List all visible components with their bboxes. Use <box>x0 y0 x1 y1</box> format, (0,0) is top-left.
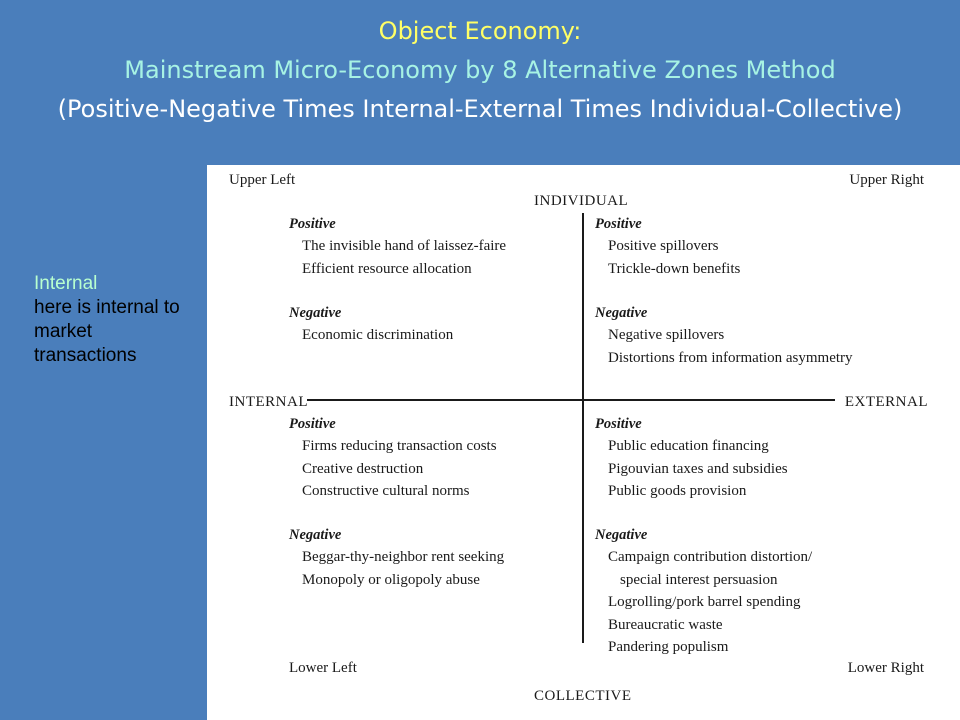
list-item: The invisible hand of laissez-faire <box>302 238 507 254</box>
ul-positive-heading: Positive <box>289 216 336 232</box>
ul-negative-heading: Negative <box>289 305 342 321</box>
horizontal-axis-line <box>307 399 835 401</box>
ll-positive-heading: Positive <box>289 416 336 432</box>
ul-positive-list <box>289 235 506 280</box>
list-item: Campaign contribution distortion/ <box>608 549 813 565</box>
list-item: Firms reducing transaction costs <box>302 438 497 454</box>
list-item: Efficient resource allocation <box>302 260 472 277</box>
ur-positive-heading: Positive <box>595 216 642 232</box>
slide-title: Object Economy: <box>378 17 582 45</box>
list-item: Public education financing <box>608 438 769 454</box>
side-note <box>34 272 184 368</box>
list-item: special interest persuasion <box>620 571 778 588</box>
list-item: Pigouvian taxes and subsidies <box>608 460 788 477</box>
ur-negative-heading: Negative <box>595 305 648 321</box>
lr-negative-heading: Negative <box>595 527 648 543</box>
list-item: Economic discrimination <box>302 327 454 343</box>
axis-label-external: EXTERNAL <box>844 394 928 410</box>
lr-negative-list <box>595 546 812 659</box>
corner-upper-left: Upper Left <box>229 172 296 188</box>
ll-positive-list <box>289 435 497 503</box>
lr-positive-list <box>595 435 788 503</box>
list-item: Trickle-down benefits <box>608 260 741 277</box>
side-note-text: here is internal to market transactions <box>34 297 180 366</box>
axis-label-internal: INTERNAL <box>229 394 308 410</box>
axis-label-collective: COLLECTIVE <box>534 688 632 704</box>
ur-negative-list <box>595 324 853 369</box>
quadrant-diagram <box>207 165 960 720</box>
slide-subtitle-parenthetical: (Positive-Negative Times Internal-External Times Individual-Collective) <box>57 95 903 123</box>
list-item: Positive spillovers <box>608 238 719 254</box>
list-item: Constructive cultural norms <box>302 483 470 499</box>
ul-negative-list <box>289 324 453 347</box>
list-item: Distortions from information asymmetry <box>608 349 853 366</box>
corner-lower-left: Lower Left <box>289 660 357 676</box>
ll-negative-heading: Negative <box>289 527 342 543</box>
lr-positive-heading: Positive <box>595 416 642 432</box>
slide-subtitle: Mainstream Micro-Economy by 8 Alternative Zones Method <box>124 56 836 84</box>
vertical-axis-line <box>582 213 584 643</box>
list-item: Creative destruction <box>302 460 424 477</box>
list-item: Beggar-thy-neighbor rent seeking <box>302 549 505 565</box>
list-item: Negative spillovers <box>608 327 725 343</box>
list-item: Pandering populism <box>608 639 729 655</box>
list-item: Public goods provision <box>608 483 747 499</box>
corner-upper-right: Upper Right <box>849 172 924 188</box>
ll-negative-list <box>289 546 504 591</box>
list-item: Bureaucratic waste <box>608 616 723 633</box>
axis-label-individual: INDIVIDUAL <box>534 193 629 209</box>
side-note-highlight: Internal <box>34 273 98 294</box>
list-item: Monopoly or oligopoly abuse <box>302 571 480 588</box>
list-item: Logrolling/pork barrel spending <box>608 594 801 610</box>
corner-lower-right: Lower Right <box>847 660 924 676</box>
ur-positive-list <box>595 235 740 280</box>
